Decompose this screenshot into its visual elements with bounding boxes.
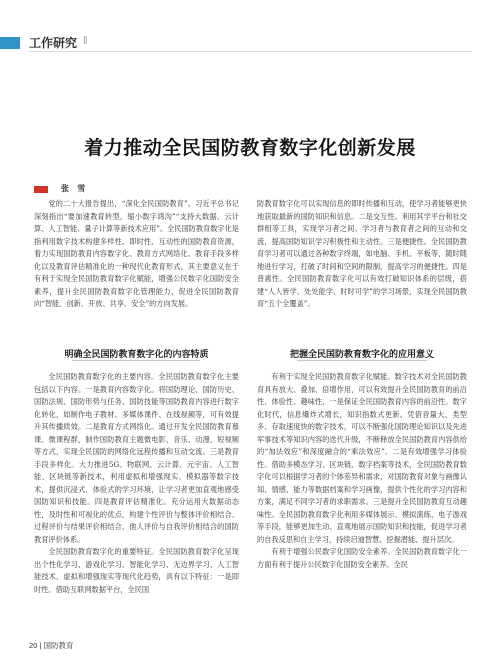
features-paragraph: 全民国防教育数字化的重要特征。全民国防教育数字化呈现出个性化学习、游戏化学习、智能化学习、无边界学习、人工智能技术、虚拟和增强现实等现代化趋势，具有以下特征：一是即时性。借助互联网数据平台，全民国 [34, 547, 239, 594]
right-column-body [257, 371, 467, 571]
intro-paragraph: 党的二十大报告提出，“深化全民国防教育”。习近平总书记深刻指出“要加速教育转型，缩小数字鸿沟”“支持大数据、云计算、人工智能、量子计算等新技术应用”。全民国防教育数字化是指利用数字技术构建多样性、即时性、互动性的国防教育资源，着力实现国防教育内容数字化、教育方式网络化、教育手段多样化以及教育评估精准化的一种现代化教育形式。其主要意义在于有利于实现全民国防教育数字化赋能，增强公民数字化国防安全素养，提升全民国防教育数字化管理能力，促进全民国防教育向“智能、创新、开放、共享、安全”的方向发展。 [34, 199, 239, 308]
right-column-intro [257, 198, 467, 311]
left-column-body [34, 371, 239, 596]
empowerment-paragraph: 有利于实现全民国防教育数字化赋能。数字技术对全民国防教育具有放大、叠加、倍增作用，可以有效提升全民国防教育的前沿性、体验性、趣味性，一是保证全民国防教育内容的前沿性。数字化时代，信息爆炸式增长，知识指数式更新。凭借音量大、类型多、存取速度快的数字技术，可以不断强化国防理论知识以及先进军事技术等知识内容的迭代升级，不断释放全民国防教育内容供给的“加法效应”和深度融合的“乘法效应”。二是有效增强学习体验性。借助多模态学习、区块链、数字档案等技术，全民国防教育数字化可以根据学习者的个体差异和需求，对国防教育对象与画像认知、情感、能力等数据档案和学习画像，提供个性化的学习内容和方案，满足不同学习者的求职需求。三是提升全民国防教育互动趣味性。全民国防教育数字化利用多媒体展示、模拟演练、电子游戏等手段，能够更加生动、直观地展示国防知识和技能，促进学习者的自我反思和自主学习，持续启迪智慧、挖掘潜能、提升层次。 [257, 372, 467, 544]
page-number: 20 [29, 641, 38, 650]
journal-name: 国防教育 [43, 641, 74, 650]
security-literacy-paragraph: 有利于增强公民数字化国防安全素养。全民国防教育数字化一方面有利于提升公民数字化国防安全素养。全民 [257, 547, 467, 569]
header-separator: ‖ [83, 35, 88, 47]
intro-continuation-paragraph: 防教育数字化可以实现信息的即时传播和互动，使学习者能够更快地获取最新的国防知识和信息。二是交互性。利用其学平台和社交群组等工具，实现学习者之间、学习者与教育者之间的互动和交流，提高国防知识学习积极性和主动性。三是便捷性。全民国防教育学习者可以通过各种数字终端，如电脑、手机、平板等，随时随地进行学习，打破了时间和空间的限制，提高学习的便捷性。四是普惠性。全民国防教育数字化可以有效打破知识体系的层级，搭建“人人皆学、处处能学、时时可学”的学习场景，实现全民国防教育“五个全覆盖”。 [257, 199, 467, 308]
right-heading-rule [297, 360, 427, 361]
section-label: 工作研究 [29, 36, 78, 50]
author-name: 张 雪 [61, 184, 89, 193]
article-title: 着力推动全民国防教育数字化创新发展 [84, 138, 416, 159]
right-section-heading: 把握全民国防教育数字化的应用意义 [289, 349, 434, 359]
left-column-intro [34, 198, 239, 311]
header-accent-bar [0, 37, 20, 49]
page-footer [29, 640, 73, 651]
left-section-heading: 明确全民国防教育数字化的内容特质 [64, 349, 209, 359]
left-heading-rule [72, 360, 200, 361]
header-rule [29, 51, 472, 52]
content-paragraph: 全民国防教育数字化的主要内容。全民国防教育数字化主要包括以下内容。一是教育内容数字化。将国防理论、国防历史、国防法规、国防形势与任务、国防技能等国防教育内容进行数字化转化，如制作电子教材、多媒体课件、在线视频等，可有效提升其传播质效。二是教育方式网络化。通过开发全民国防教育慕课、微课程群，制作国防教育主题微电影、音乐、动漫、短视频等方式，实现全民国防的网络化远程传播和互动交流。三是教育手段多样化。大力推进5G、物联网、云计算、元宇宙、人工智能、区块链等新技术，利用虚拟和增强现实、模拟器等数字技术，提供沉浸式、体验式的学习环境，让学习者更加直观地感受国防知识和技能。四是教育评估精准化。充分运用大数据动态性，及时性和可视化的优点，构建个性评价与整体评价相结合、过程评价与结果评价相结合、他人评价与自我评价相结合的国防教育评价体系。 [34, 372, 239, 544]
footer-separator: | [39, 641, 42, 650]
author-marker-icon [34, 186, 48, 193]
